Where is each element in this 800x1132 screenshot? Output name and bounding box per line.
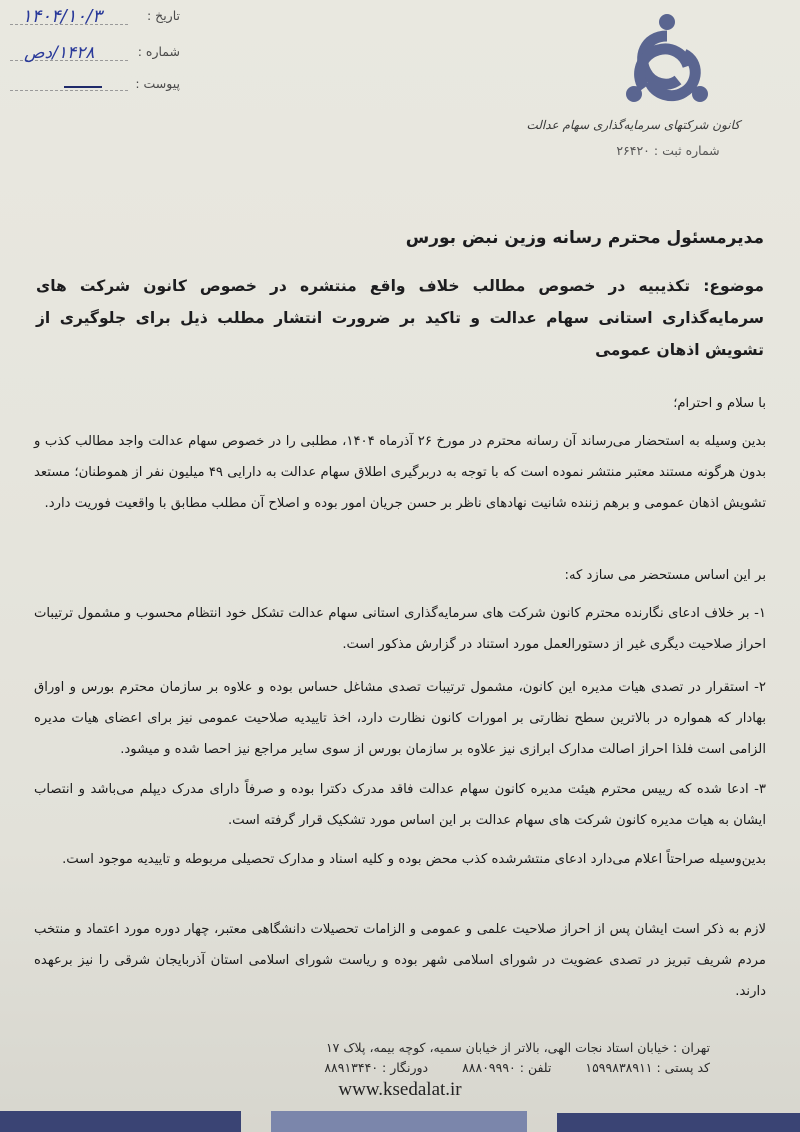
paragraph-point-3: ۳- ادعا شده که رییس محترم هیئت مدیره کانون سهام عدالت فاقد مدرک دکترا بوده و صرفاً دارای مدرک دیپلم می‌باشد و انتصاب ایشان به هیات مدیره کانون شرکت های سهام عدالت بر این اساس مورد تشکیک قرار گرفته است. xyxy=(34,782,766,828)
attachment-row xyxy=(0,76,180,98)
attachment-stroke xyxy=(64,86,102,88)
attachment-label: پیوست : xyxy=(135,76,180,91)
phone-label: تلفن : xyxy=(519,1060,552,1075)
recipient-heading: مدیرمسئول محترم رسانه وزین نبض بورس xyxy=(405,228,764,248)
paragraph-credentials: لازم به ذکر است ایشان پس از احراز صلاحیت علمی و عمومی و الزامات تحصیلات دانشگاهی معتبر، چهار دوره مورد اعتماد و منتخب مردم شریف تبریز در تصدی عضویت در شورای اسلامی شهر بوده و ریاست شورای اسلامی استان آذربایجان شرقی را نیز برعهده دارند. xyxy=(34,922,766,999)
phone-number: ۸۸۸۰۹۹۹۰ xyxy=(462,1060,516,1075)
number-value: ۱۴۲۸/دص xyxy=(24,43,95,63)
footer-bar-left xyxy=(0,1111,241,1132)
greeting: با سلام و احترام؛ xyxy=(673,396,766,411)
date-value: ۱۴۰۴/۱۰/۳ xyxy=(22,6,102,27)
date-row xyxy=(0,8,180,30)
paragraph-denial: بدین‌وسیله صراحتاً اعلام می‌دارد ادعای منتشرشده کذب محض بوده و کلیه اسناد و مدارک تحصیلی مربوطه و تاییدیه موجود است. xyxy=(62,852,766,867)
number-row xyxy=(0,44,180,66)
number-label: شماره : xyxy=(137,44,180,59)
organization-logo-icon xyxy=(622,10,712,106)
website-link[interactable]: www.ksedalat.ir xyxy=(338,1079,462,1100)
paragraph-point-1: ۱- بر خلاف ادعای نگارنده محترم کانون شرکت های سرمایه‌گذاری استانی سهام عدالت تشکل خود انتظام محسوب و مشمول ترتیبات احراز صلاحیت دیگری غیر از دستورالعمل مورد استناد در گزارش مذکور است. xyxy=(34,606,766,652)
footer-contact xyxy=(200,1038,710,1078)
fax-number: ۸۸۹۱۳۴۴۰ xyxy=(324,1060,379,1075)
attachment-line xyxy=(10,90,128,91)
date-label: تاریخ : xyxy=(146,8,180,23)
paragraph-point-2: ۲- استقرار در تصدی هیات مدیره این کانون، مشمول ترتیبات تصدی مشاغل حساس بوده و علاوه بر سازمان محترم بورس و اوراق بهادار که همواره در بالاترین سطح نظارتی بر امورات کانون نظارت دارد، اخذ تاییدیه صلاحیت عمومی نیز برای اعضای هیات مدیره الزامی است فلذا احراز اصالت مدارک ابرازی نیز علاوه بر سازمان بورس از سوی سایر مراجع نیز احصا شده و میشود. xyxy=(34,680,766,757)
fax-label: دورنگار : xyxy=(382,1060,429,1075)
footer-numbers xyxy=(200,1058,710,1078)
paragraph-intro: بدین وسیله به استحضار می‌رساند آن رسانه محترم در مورخ ۲۶ آذرماه ۱۴۰۴، مطلبی را در خصوص سهام عدالت واجد مطالب کذب و بدون هرگونه مستند معتبر منتشر نموده است که با توجه به دربرگیری اطلاق سهام عدالت به دارایی ۴۹ میلیون نفر از هموطنان؛ مستعد تشویش اذهان عمومی و برهم زننده شانیت نهادهای ناظر بر حسن جریان امور بوده و اصلاح آن مطلب مطابق با واقعیت فوریت دارد. xyxy=(34,434,766,511)
paragraph-basis: بر این اساس مستحضر می سازد که: xyxy=(564,568,766,583)
subject-line: موضوع: تکذیبیه در خصوص مطالب خلاف واقع منتشره در خصوص کانون شرکت های سرمایه‌گذاری استانی سهام عدالت و تاکید بر ضرورت انتشار مطلب ذیل برای جلوگیری از تشویش اذهان عمومی xyxy=(36,277,764,359)
registration-number: شماره ثبت : ۲۶۴۲۰ xyxy=(616,143,720,158)
organization-name: کانون شرکتهای سرمایه‌گذاری سهام عدالت xyxy=(526,118,740,132)
postal-label: کد پستی : xyxy=(656,1060,710,1075)
footer-bar-middle xyxy=(271,1111,527,1132)
postal-code: ۱۵۹۹۸۳۸۹۱۱ xyxy=(585,1060,653,1075)
footer-bar-right xyxy=(557,1113,800,1132)
footer-address: تهران : خیابان استاد نجات الهی، بالاتر از خیابان سمیه، کوچه بیمه، پلاک ۱۷ xyxy=(325,1040,710,1055)
